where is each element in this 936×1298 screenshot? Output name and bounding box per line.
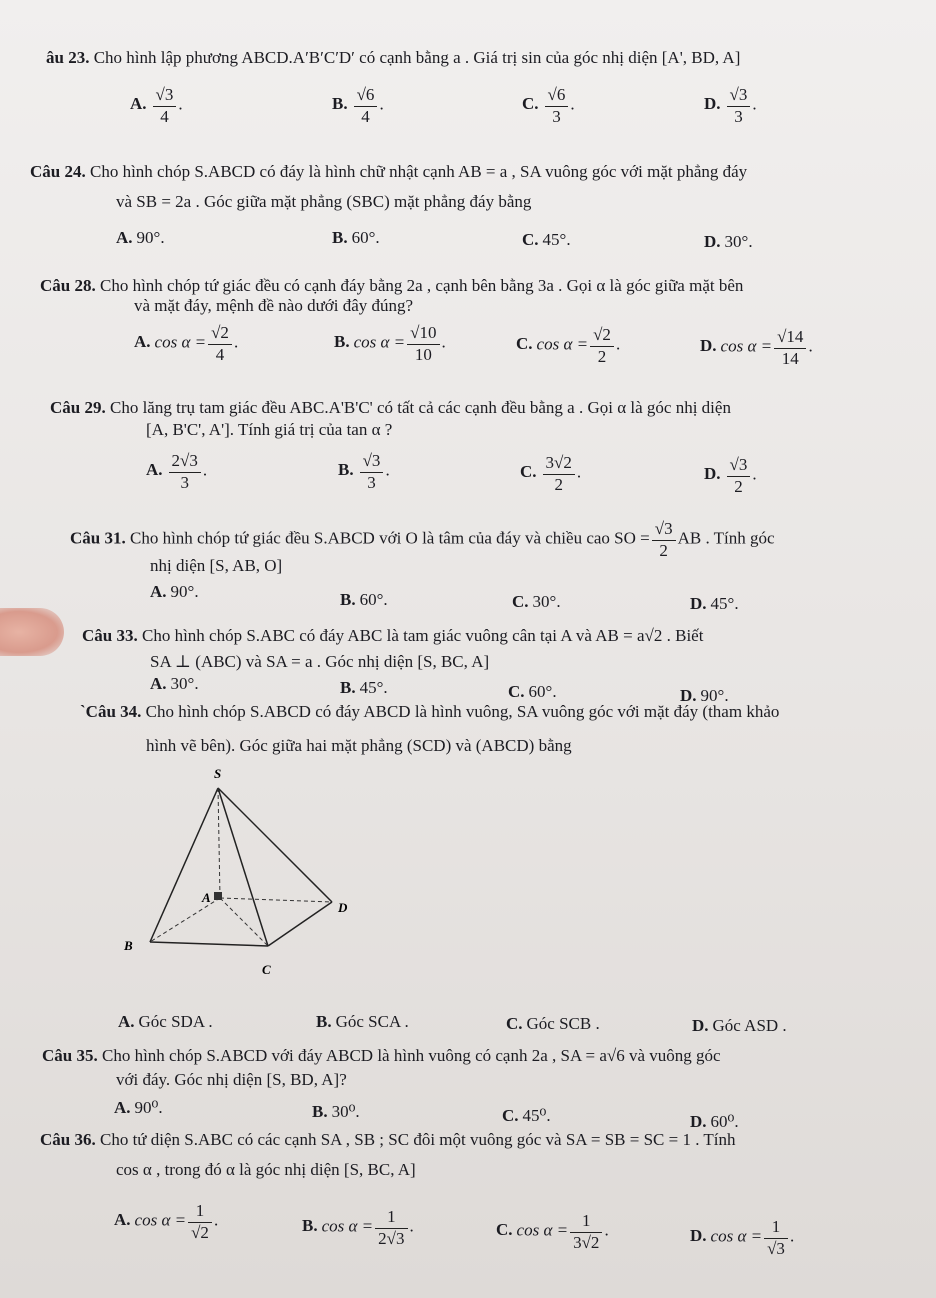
q35-stem: Câu 35. Cho hình chóp S.ABCD với đáy ABCD là hình vuông có cạnh 2a , SA = a√6 và vuông góc xyxy=(42,1046,721,1065)
q29-stem-line2: [A, B'C', A']. Tính giá trị của tan α ? xyxy=(146,420,393,439)
q33-stem-line2: SA ⊥ (ABC) và SA = a . Góc nhị diện [S, BC, A] xyxy=(150,652,490,671)
pyramid-figure xyxy=(110,760,370,990)
q36-option-a[interactable]: A. cos α = $\frac{1}{√2}$ . xyxy=(114,1201,219,1242)
q33-option-a[interactable]: A. 30°. xyxy=(150,674,199,693)
q34-stem-line2: hình vẽ bên). Góc giữa hai mặt phẳng (SCD) và (ABCD) bằng xyxy=(146,736,572,755)
q35-option-c[interactable]: C. 45⁰. xyxy=(502,1106,551,1125)
q31-option-d[interactable]: D. 45°. xyxy=(690,594,739,613)
q31-option-c[interactable]: C. 30°. xyxy=(512,592,561,611)
q28-option-a[interactable]: A. cos α = $\frac{√2}{4}$ . xyxy=(134,323,239,364)
edge-ad xyxy=(220,898,332,902)
q24-stem: Câu 24. Cho hình chóp S.ABCD có đáy là hình chữ nhật cạnh AB = a , SA vuông góc với mặt phẳng đáy xyxy=(30,162,748,181)
q33-option-b[interactable]: B. 45°. xyxy=(340,678,388,697)
edge-bc xyxy=(150,942,268,946)
q34-number: `Câu 34. xyxy=(80,702,142,721)
q24-number: Câu 24. xyxy=(30,162,86,181)
q29-number: Câu 29. xyxy=(50,398,106,417)
q28-option-b[interactable]: B. cos α = $\frac{√10}{10}$ . xyxy=(334,323,446,364)
q23-text: Cho hình lập phương ABCD.A′B′C′D′ có cạnh bằng a . Giá trị sin của góc nhị diện [A', BD, A] xyxy=(93,48,741,67)
q33-number: Câu 33. xyxy=(82,626,138,645)
q36-option-c[interactable]: C. cos α = $\frac{1}{3√2}$ . xyxy=(496,1211,609,1252)
q36-option-d[interactable]: D. cos α = $\frac{1}{√3}$ . xyxy=(690,1217,795,1258)
edge-sd xyxy=(218,788,332,902)
edge-sb xyxy=(150,788,218,942)
edge-sa xyxy=(218,788,220,898)
q34-option-d[interactable]: D. Góc ASD . xyxy=(692,1016,787,1035)
edge-sc xyxy=(218,788,268,946)
q28-option-c[interactable]: C. cos α = $\frac{√2}{2}$ . xyxy=(516,325,621,366)
q24-option-b[interactable]: B. 60°. xyxy=(332,228,380,247)
q23-option-a[interactable]: A. $\frac{√3}{4}$ . xyxy=(130,85,183,126)
q35-option-d[interactable]: D. 60⁰. xyxy=(690,1112,739,1131)
q28-option-d[interactable]: D. cos α = $\frac{√14}{14}$ . xyxy=(700,327,813,368)
vertex-s-label: S xyxy=(214,766,222,781)
q33-option-c[interactable]: C. 60°. xyxy=(508,682,557,701)
q28-number: Câu 28. xyxy=(40,276,96,295)
q24-option-d[interactable]: D. 30°. xyxy=(704,232,753,251)
q35-number: Câu 35. xyxy=(42,1046,98,1065)
q29-stem: Câu 29. Cho lăng trụ tam giác đều ABC.A'B'C' có tất cả các cạnh đều bằng a . Gọi α là góc nhị diện xyxy=(50,398,731,417)
q31-option-b[interactable]: B. 60°. xyxy=(340,590,388,609)
q24-option-a[interactable]: A. 90°. xyxy=(116,228,165,247)
right-angle-mark xyxy=(214,892,222,900)
q24-option-c[interactable]: C. 45°. xyxy=(522,230,571,249)
q33-stem: Câu 33. Cho hình chóp S.ABC có đáy ABC là tam giác vuông cân tại A và AB = a√2 . Biết xyxy=(82,626,704,645)
q23-number: âu 23. xyxy=(46,48,90,67)
q29-option-b[interactable]: B. $\frac{√3}{3}$ . xyxy=(338,451,390,492)
q35-option-a[interactable]: A. 90⁰. xyxy=(114,1098,163,1117)
q29-option-c[interactable]: C. $\frac{3√2}{2}$ . xyxy=(520,453,582,494)
q23-stem xyxy=(46,48,740,68)
q31-number: Câu 31. xyxy=(70,528,126,548)
q31-option-a[interactable]: A. 90°. xyxy=(150,582,199,601)
q33-option-d[interactable]: D. 90°. xyxy=(680,686,729,705)
q29-option-a[interactable]: A. $\frac{2√3}{3}$ . xyxy=(146,451,208,492)
q36-number: Câu 36. xyxy=(40,1130,96,1149)
q36-option-b[interactable]: B. cos α = $\frac{1}{2√3}$ . xyxy=(302,1207,414,1248)
q31-stem-line2: nhị diện [S, AB, O] xyxy=(150,556,283,575)
q29-option-d[interactable]: D. $\frac{√3}{2}$ . xyxy=(704,455,757,496)
q28-stem-line2: và mặt đáy, mệnh đề nào dưới đây đúng? xyxy=(134,296,414,315)
vertex-d-label: D xyxy=(338,900,348,915)
q34-option-b[interactable]: B. Góc SCA . xyxy=(316,1012,409,1031)
q34-stem: `Câu 34. Cho hình chóp S.ABCD có đáy ABCD là hình vuông, SA vuông góc với mặt đáy (tham khảo xyxy=(80,702,780,721)
vertex-a-label: A xyxy=(202,890,211,905)
q31-stem: Câu 31. Cho hình chóp tứ giác đều S.ABCD với O là tâm của đáy và chiều cao SO = $\frac{√3}{2}$ AB . Tính góc xyxy=(70,519,775,560)
q28-stem: Câu 28. Cho hình chóp tứ giác đều có cạnh đáy bằng 2a , cạnh bên bằng 3a . Gọi α là góc giữa mặt bên xyxy=(40,276,744,295)
q34-option-a[interactable]: A. Góc SDA . xyxy=(118,1012,213,1031)
q35-stem-line2: với đáy. Góc nhị diện [S, BD, A]? xyxy=(116,1070,347,1089)
q23-option-d[interactable]: D. $\frac{√3}{3}$ . xyxy=(704,85,757,126)
q35-option-b[interactable]: B. 30⁰. xyxy=(312,1102,360,1121)
q36-stem-line2: cos α , trong đó α là góc nhị diện [S, BC, A] xyxy=(116,1160,416,1179)
edge-cd xyxy=(268,902,332,946)
vertex-c-label: C xyxy=(262,962,271,977)
q24-stem-line2: và SB = 2a . Góc giữa mặt phẳng (SBC) mặt phẳng đáy bằng xyxy=(116,192,532,211)
finger-shadow xyxy=(0,608,64,656)
q23-option-b[interactable]: B. $\frac{√6}{4}$ . xyxy=(332,85,384,126)
q23-option-c[interactable]: C. $\frac{√6}{3}$ . xyxy=(522,85,575,126)
q34-option-c[interactable]: C. Góc SCB . xyxy=(506,1014,600,1033)
vertex-b-label: B xyxy=(124,938,133,953)
q36-stem: Câu 36. Cho tứ diện S.ABC có các cạnh SA , SB ; SC đôi một vuông góc và SA = SB = SC = 1 . Tính xyxy=(40,1130,736,1149)
